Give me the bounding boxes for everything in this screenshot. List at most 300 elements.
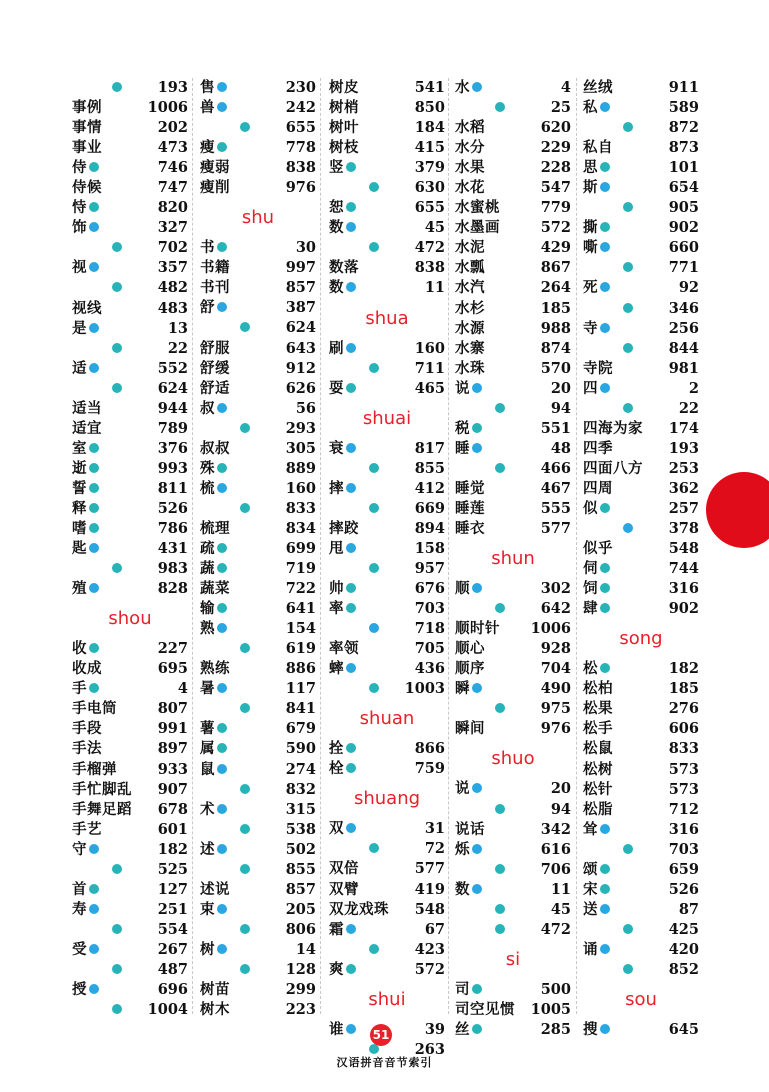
- entry-page-number: 601: [157, 820, 188, 838]
- entry-page-number: 850: [414, 99, 445, 117]
- entry-word: [455, 319, 541, 339]
- entry-text: 说话: [455, 820, 485, 838]
- index-entry: [200, 940, 316, 960]
- index-entry: [72, 419, 188, 439]
- write-tag-icon: [89, 463, 99, 473]
- entry-text: 私自: [583, 139, 613, 157]
- syllable-heading: shua: [365, 307, 409, 329]
- entry-text: 事业: [72, 139, 102, 157]
- entry-word: [200, 639, 286, 659]
- entry-text: 水珠: [455, 359, 485, 377]
- entry-text: 侍: [72, 159, 87, 177]
- entry-page-number: 251: [157, 900, 188, 918]
- entry-page-number: 412: [414, 479, 445, 497]
- entry-page-number: 570: [540, 359, 571, 377]
- entry-page-number: 185: [668, 680, 699, 698]
- entry-word: [200, 920, 286, 940]
- recognize-tag-icon: [472, 844, 482, 854]
- recognize-tag-icon: [89, 844, 99, 854]
- entry-word: [583, 1020, 669, 1040]
- entry-word: [72, 419, 158, 439]
- index-entry: [583, 319, 699, 339]
- recognize-tag-icon: [472, 583, 482, 593]
- entry-text: 守: [72, 840, 87, 858]
- entry-page-number: 820: [157, 199, 188, 217]
- entry-page-number: 160: [285, 479, 316, 497]
- entry-page-number: 902: [668, 600, 699, 618]
- entry-page-number: 357: [157, 259, 188, 277]
- entry-page-number: 299: [285, 981, 316, 999]
- entry-page-number: 154: [285, 620, 316, 638]
- write-tag-icon: [89, 523, 99, 533]
- entry-page-number: 807: [157, 700, 188, 718]
- write-tag-icon: [495, 703, 505, 713]
- write-tag-icon: [623, 303, 633, 313]
- entry-page-number: 711: [414, 359, 445, 377]
- entry-word: [200, 459, 286, 479]
- entry-word: [583, 960, 669, 980]
- entry-page-number: 867: [540, 259, 571, 277]
- recognize-tag-icon: [346, 443, 356, 453]
- index-entry: [583, 719, 699, 739]
- index-entry: [583, 419, 699, 439]
- entry-word: [72, 319, 168, 339]
- index-entry: [583, 679, 699, 699]
- index-entry: [583, 359, 699, 379]
- recognize-tag-icon: [346, 222, 356, 232]
- entry-page-number: 20: [550, 379, 571, 397]
- entry-text: 蔬: [200, 560, 215, 578]
- entry-page-number: 117: [285, 680, 316, 698]
- index-entry: [583, 760, 699, 780]
- entry-page-number: 832: [285, 780, 316, 798]
- entry-page-number: 645: [668, 1021, 699, 1039]
- entry-page-number: 420: [668, 940, 699, 958]
- recognize-tag-icon: [346, 1024, 356, 1034]
- index-entry: [200, 118, 316, 138]
- entry-page-number: 620: [540, 119, 571, 137]
- index-entry: [200, 699, 316, 719]
- entry-word: [329, 78, 415, 98]
- entry-text: 事情: [72, 119, 102, 137]
- entry-page-number: 525: [157, 860, 188, 878]
- entry-page-number: 160: [414, 339, 445, 357]
- entry-word: [200, 539, 286, 559]
- entry-word: [200, 780, 286, 800]
- write-tag-icon: [240, 703, 250, 713]
- index-entry: [72, 559, 188, 579]
- index-entry: [329, 579, 445, 599]
- entry-word: [583, 599, 669, 619]
- entry-word: [72, 238, 158, 258]
- entry-text: 思: [583, 159, 598, 177]
- write-tag-icon: [89, 202, 99, 212]
- index-entry: [583, 379, 699, 399]
- index-entry: [72, 499, 188, 519]
- entry-word: [329, 579, 415, 599]
- entry-word: [455, 419, 541, 439]
- entry-text: 树叶: [329, 119, 359, 137]
- write-tag-icon: [472, 1024, 482, 1034]
- entry-text: 薯: [200, 720, 215, 738]
- write-tag-icon: [112, 82, 122, 92]
- write-tag-icon: [217, 142, 227, 152]
- index-entry: [200, 719, 316, 739]
- entry-word: [583, 198, 669, 218]
- entry-word: [455, 920, 541, 940]
- index-entry: [72, 900, 188, 920]
- write-tag-icon: [600, 162, 610, 172]
- entry-page-number: 1004: [147, 1001, 188, 1019]
- entry-text: 舒适: [200, 379, 230, 397]
- entry-word: [72, 299, 158, 319]
- entry-page-number: 654: [668, 179, 699, 197]
- index-entry: [200, 900, 316, 920]
- entry-page-number: 857: [285, 279, 316, 297]
- entry-word: [200, 559, 286, 579]
- write-tag-icon: [369, 503, 379, 513]
- entry-page-number: 702: [157, 239, 188, 257]
- recognize-tag-icon: [346, 924, 356, 934]
- entry-text: 松手: [583, 720, 613, 738]
- entry-word: [583, 800, 669, 820]
- entry-text: 侍候: [72, 179, 102, 197]
- entry-page-number: 806: [285, 920, 316, 938]
- entry-word: [455, 299, 541, 319]
- entry-word: [455, 258, 541, 278]
- index-entry: [583, 78, 699, 98]
- entry-text: 说: [455, 780, 470, 798]
- entry-text: 售: [200, 79, 215, 97]
- write-tag-icon: [495, 603, 505, 613]
- entry-word: [455, 579, 541, 599]
- entry-word: [583, 679, 669, 699]
- recognize-tag-icon: [472, 783, 482, 793]
- entry-page-number: 193: [157, 79, 188, 97]
- index-entry: [583, 539, 699, 559]
- write-tag-icon: [369, 843, 379, 853]
- entry-text: 梳理: [200, 519, 230, 537]
- entry-page-number: 387: [285, 299, 316, 317]
- entry-text: 刷: [329, 339, 344, 357]
- entry-text: 拴: [329, 740, 344, 758]
- entry-word: [200, 880, 286, 900]
- entry-word: [72, 359, 158, 379]
- index-entry: [455, 98, 571, 118]
- entry-page-number: 747: [157, 179, 188, 197]
- index-entry: [583, 178, 699, 198]
- entry-page-number: 659: [668, 860, 699, 878]
- entry-page-number: 94: [550, 399, 571, 417]
- entry-word: [455, 679, 541, 699]
- write-tag-icon: [495, 403, 505, 413]
- entry-page-number: 4: [177, 680, 188, 698]
- entry-word: [200, 599, 286, 619]
- entry-page-number: 467: [540, 479, 571, 497]
- entry-word: [200, 679, 286, 699]
- entry-page-number: 185: [540, 299, 571, 317]
- index-entry: [455, 238, 571, 258]
- entry-page-number: 174: [668, 419, 699, 437]
- entry-page-number: 718: [414, 620, 445, 638]
- recognize-tag-icon: [472, 884, 482, 894]
- entry-page-number: 193: [668, 439, 699, 457]
- recognize-tag-icon: [217, 102, 227, 112]
- write-tag-icon: [112, 964, 122, 974]
- entry-text: 舒服: [200, 339, 230, 357]
- write-tag-icon: [495, 924, 505, 934]
- entry-word: [329, 940, 415, 960]
- index-column-3: [329, 78, 445, 1060]
- entry-text: 斯: [583, 179, 598, 197]
- entry-word: [329, 859, 415, 879]
- index-entry: [329, 559, 445, 579]
- entry-word: [583, 820, 669, 840]
- entry-page-number: 22: [678, 399, 699, 417]
- index-entry: [583, 299, 699, 319]
- entry-page-number: 31: [424, 820, 445, 838]
- index-entry: [72, 299, 188, 319]
- entry-text: 颂: [583, 860, 598, 878]
- entry-page-number: 759: [414, 760, 445, 778]
- entry-text: 恕: [329, 199, 344, 217]
- write-tag-icon: [89, 503, 99, 513]
- write-tag-icon: [217, 603, 227, 613]
- entry-word: [72, 880, 158, 900]
- entry-word: [329, 920, 425, 940]
- index-entry: [583, 960, 699, 980]
- entry-word: [200, 339, 286, 359]
- index-entry: [72, 118, 188, 138]
- entry-word: [200, 800, 286, 820]
- entry-text: 死: [583, 279, 598, 297]
- entry-page-number: 45: [424, 219, 445, 237]
- entry-word: [72, 499, 158, 519]
- entry-text: 手法: [72, 740, 102, 758]
- recognize-tag-icon: [472, 683, 482, 693]
- entry-word: [329, 158, 415, 178]
- entry-word: [455, 980, 541, 1000]
- entry-text: 殊: [200, 459, 215, 477]
- write-tag-icon: [600, 603, 610, 613]
- entry-page-number: 957: [414, 559, 445, 577]
- index-entry: [455, 198, 571, 218]
- entry-word: [583, 539, 669, 559]
- entry-text: 搜: [583, 1021, 598, 1039]
- recognize-tag-icon: [472, 82, 482, 92]
- entry-page-number: 267: [157, 940, 188, 958]
- index-entry: [455, 299, 571, 319]
- index-entry: [583, 739, 699, 759]
- index-entry: [200, 98, 316, 118]
- recognize-tag-icon: [600, 102, 610, 112]
- write-tag-icon: [600, 563, 610, 573]
- entry-word: [583, 78, 669, 98]
- write-tag-icon: [89, 884, 99, 894]
- entry-text: 霜: [329, 920, 344, 938]
- entry-page-number: 911: [668, 79, 699, 97]
- entry-word: [455, 880, 551, 900]
- index-entry: [455, 439, 571, 459]
- write-tag-icon: [240, 423, 250, 433]
- write-tag-icon: [112, 282, 122, 292]
- entry-page-number: 20: [550, 780, 571, 798]
- entry-page-number: 589: [668, 99, 699, 117]
- entry-text: 收: [72, 640, 87, 658]
- index-entry: [455, 840, 571, 860]
- entry-text: 誓: [72, 479, 87, 497]
- entry-page-number: 695: [157, 660, 188, 678]
- entry-text: 水分: [455, 139, 485, 157]
- entry-word: [329, 639, 415, 659]
- write-tag-icon: [369, 463, 379, 473]
- entry-text: 宋: [583, 880, 598, 898]
- entry-word: [200, 499, 286, 519]
- entry-text: 树梢: [329, 99, 359, 117]
- entry-text: 熟: [200, 620, 215, 638]
- entry-page-number: 202: [157, 119, 188, 137]
- entry-text: 视线: [72, 299, 102, 317]
- entry-page-number: 606: [668, 720, 699, 738]
- entry-text: 殖: [72, 580, 87, 598]
- entry-text: 兽: [200, 99, 215, 117]
- entry-page-number: 744: [668, 560, 699, 578]
- entry-page-number: 641: [285, 600, 316, 618]
- entry-text: 瞬间: [455, 720, 485, 738]
- write-tag-icon: [495, 904, 505, 914]
- index-entry: [200, 258, 316, 278]
- entry-page-number: 362: [668, 479, 699, 497]
- entry-text: 舒缓: [200, 359, 230, 377]
- entry-text: 睡莲: [455, 500, 485, 517]
- index-entry: [329, 278, 445, 298]
- index-entry: [200, 539, 316, 559]
- entry-text: 树皮: [329, 79, 359, 97]
- write-tag-icon: [600, 884, 610, 894]
- index-entry: [72, 319, 188, 339]
- entry-word: [200, 739, 286, 759]
- entry-text: 松针: [583, 780, 613, 798]
- entry-text: 松: [583, 660, 598, 678]
- entry-word: [583, 499, 669, 519]
- index-column-1: [72, 78, 188, 1020]
- entry-page-number: 466: [540, 459, 571, 477]
- entry-text: 是: [72, 319, 87, 337]
- entry-text: 数: [455, 880, 470, 898]
- entry-word: [329, 819, 425, 839]
- write-tag-icon: [217, 463, 227, 473]
- entry-text: 熟练: [200, 660, 230, 678]
- recognize-tag-icon: [346, 343, 356, 353]
- entry-page-number: 573: [668, 760, 699, 778]
- entry-word: [329, 278, 425, 298]
- write-tag-icon: [89, 162, 99, 172]
- entry-text: 栓: [329, 760, 344, 778]
- write-tag-icon: [495, 463, 505, 473]
- entry-page-number: 500: [540, 980, 571, 998]
- index-entry: [455, 258, 571, 278]
- index-entry: [455, 399, 571, 419]
- index-entry: [72, 739, 188, 759]
- entry-text: 蟀: [329, 660, 344, 678]
- entry-text: 睡: [455, 439, 470, 457]
- entry-page-number: 327: [157, 219, 188, 237]
- entry-text: 视: [72, 259, 87, 277]
- entry-word: [200, 760, 286, 780]
- entry-page-number: 315: [285, 800, 316, 818]
- entry-word: [455, 499, 541, 519]
- index-entry: [329, 499, 445, 519]
- index-entry: [72, 920, 188, 940]
- entry-text: 书刊: [200, 279, 230, 297]
- write-tag-icon: [112, 1004, 122, 1014]
- entry-word: [455, 900, 551, 920]
- entry-word: [72, 639, 158, 659]
- entry-page-number: 263: [414, 1040, 445, 1058]
- index-entry: [455, 779, 571, 799]
- entry-text: 水源: [455, 319, 485, 337]
- syllable-heading: song: [619, 628, 663, 650]
- index-entry: [200, 960, 316, 980]
- entry-word: [455, 118, 541, 138]
- write-tag-icon: [112, 563, 122, 573]
- index-entry: [200, 920, 316, 940]
- entry-word: [455, 860, 541, 880]
- index-entry: [329, 158, 445, 178]
- write-tag-icon: [240, 643, 250, 653]
- index-entry: [200, 138, 316, 158]
- index-entry: [329, 379, 445, 399]
- syllable-heading: si: [505, 948, 521, 970]
- write-tag-icon: [600, 663, 610, 673]
- entry-word: [583, 780, 669, 800]
- side-thumb-tab: [706, 472, 769, 548]
- index-entry: [583, 118, 699, 138]
- index-entry: [200, 1000, 316, 1020]
- write-tag-icon: [600, 503, 610, 513]
- entry-word: [583, 218, 669, 238]
- entry-page-number: 184: [414, 119, 445, 137]
- write-tag-icon: [369, 683, 379, 693]
- entry-word: [583, 118, 669, 138]
- index-column-2: [200, 78, 316, 1020]
- index-entry: [200, 379, 316, 399]
- entry-word: [72, 539, 158, 559]
- entry-word: [329, 258, 415, 278]
- write-tag-icon: [369, 944, 379, 954]
- index-entry: [200, 399, 316, 419]
- entry-word: [200, 479, 286, 499]
- entry-word: [200, 399, 296, 419]
- entry-word: [72, 820, 158, 840]
- entry-page-number: 838: [285, 159, 316, 177]
- entry-page-number: 993: [157, 459, 188, 477]
- entry-word: [200, 359, 286, 379]
- write-tag-icon: [240, 864, 250, 874]
- entry-page-number: 706: [540, 860, 571, 878]
- entry-page-number: 897: [157, 740, 188, 758]
- entry-word: [583, 299, 669, 319]
- entry-page-number: 25: [550, 99, 571, 117]
- entry-word: [200, 258, 286, 278]
- entry-word: [455, 158, 541, 178]
- recognize-tag-icon: [600, 383, 610, 393]
- recognize-tag-icon: [346, 483, 356, 493]
- entry-page-number: 933: [157, 760, 188, 778]
- entry-page-number: 1006: [530, 620, 571, 638]
- index-entry: [200, 339, 316, 359]
- entry-word: [455, 339, 541, 359]
